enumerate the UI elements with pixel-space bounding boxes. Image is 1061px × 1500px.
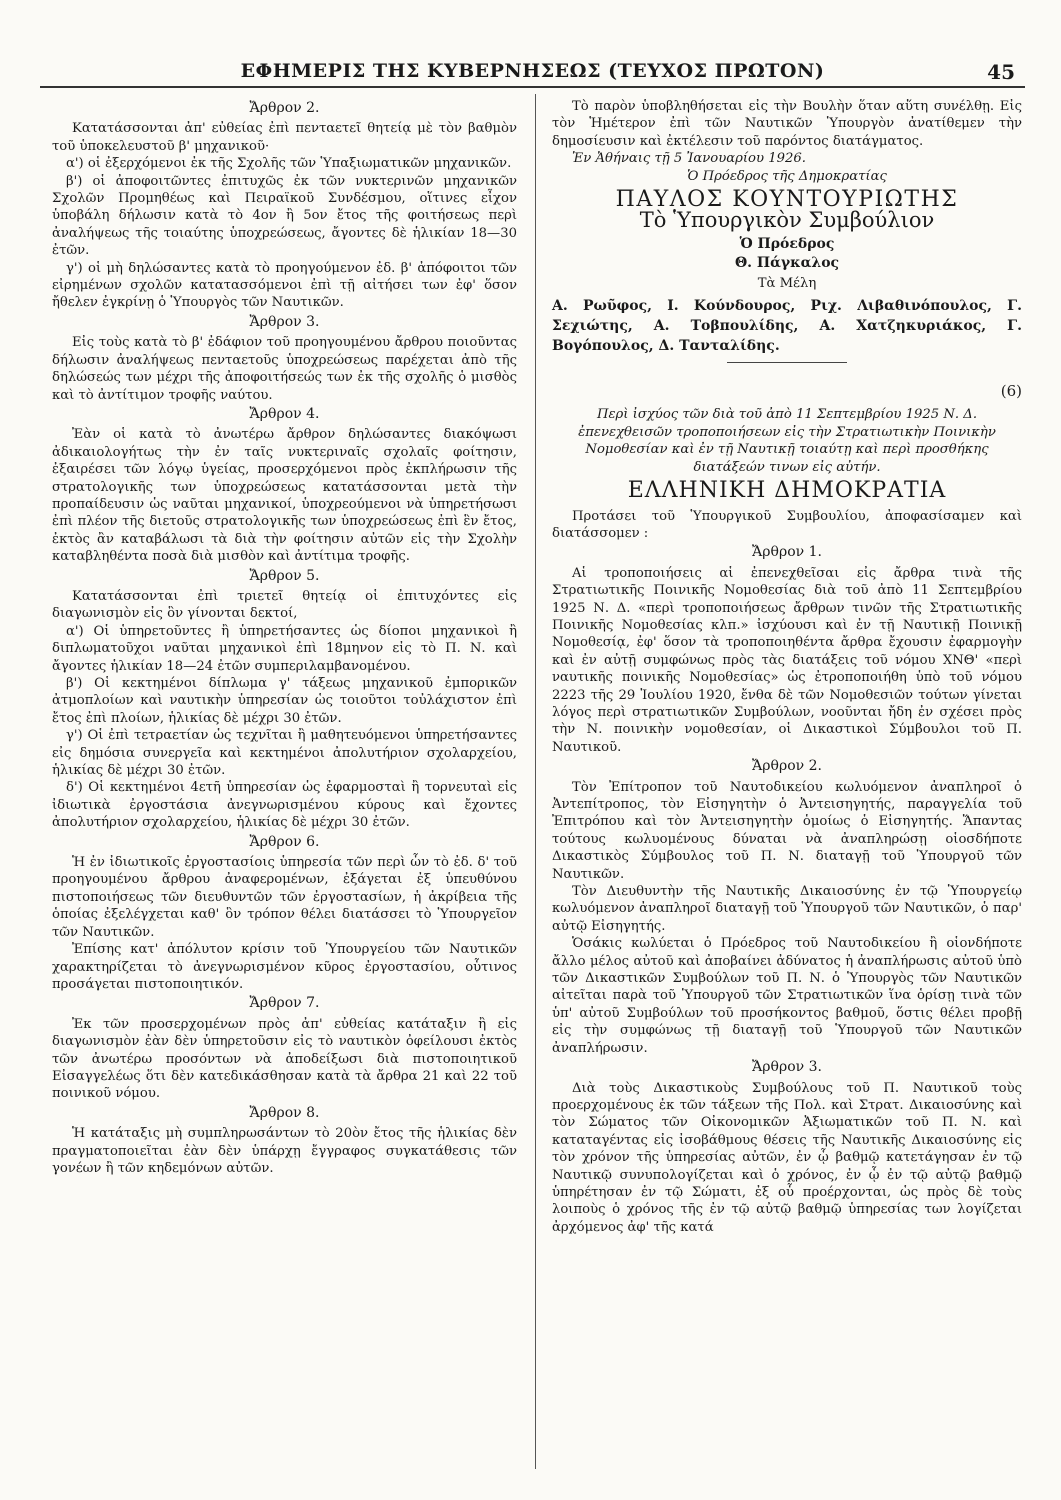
- article-item: δ') Οἱ κεκτημένοι 4ετῆ ὑπηρεσίαν ὡς ἐφαρμοσταὶ ἢ τορνευταὶ εἰς ἰδιωτικὰ ἐργοστάσια ἀνεγνωρισμένου κύρους καὶ ἔχοντες ἀπολυτήριον σχολαρχείου, ἡλικίας δὲ μέχρι 30 ἐτῶν.: [52, 780, 517, 831]
- article-paragraph: Ἐὰν οἱ κατὰ τὸ ἀνωτέρω ἄρθρον δηλώσαντες διακόψωσι ἀδικαιολογήτως τὴν ἐν ταῖς νυκτεριναῖς σχολαῖς φοίτησιν, ἐξαιρέσει τῶν λόγῳ ὑγείας, προσερχόμενοι πρὸς ἐκπλήρωσιν τῆς στρατολογικῆς των ὑποχρεώσεως κατατάσσονται μετὰ τὴν προπαίδευσιν ὡς ναῦται μηχανικοί, ὑποχρεούμενοι νὰ ὑπηρετήσωσι ἐπὶ πλέον τῆς διετοῦς στρατολογικῆς των ὑποχρεώσεως ἐπὶ ἓν ἔτος, ἐκτὸς ἂν καταβάλωσι τὰ διὰ τὴν φοίτησιν αὐτῶν εἰς τὴν Σχολὴν καταβληθέντα ποσὰ διὰ μισθὸν καὶ ἀντίτιμα τροφῆς.: [52, 427, 517, 565]
- article-paragraph: Τὸν Διευθυντὴν τῆς Ναυτικῆς Δικαιοσύνης ἐν τῷ Ὑπουργείῳ κωλυόμενον ἀναπληροῖ διαταγῇ τοῦ Ὑπουργοῦ τῶν Ναυτικῶν, ὁ παρ' αὐτῷ Εἰσηγητής.: [552, 884, 1022, 934]
- council-title: Τὸ Ὑπουργικὸν Συμβούλιον: [639, 208, 935, 233]
- article-item: γ') οἱ μὴ δηλώσαντες κατὰ τὸ προηγούμενον ἐδ. β' ἀπόφοιτοι τῶν εἰρημένων σχολῶν κατατασσόμενοι ἐπὶ τῇ αἰτήσει των ἐφ' ὅσον ἤθελεν ἐγκρίνῃ ὁ Ὑπουργὸς τῶν Ναυτικῶν.: [52, 260, 517, 311]
- decree-title: Περὶ ἰσχύος τῶν διὰ τοῦ ἀπὸ 11 Σεπτεμβρίου 1925 Ν. Δ. ἐπενεχθεισῶν τροποποιήσεων εἰς τὴν Στρατιωτικὴν Ποινικὴν Νομοθεσίαν καὶ ἐν τῇ Ναυτικῇ τοιαύτῃ καὶ περὶ προσθήκης διατάξεών τινων εἰς αὐτήν.: [578, 407, 996, 475]
- article-paragraph: Κατατάσσονται ἐπὶ τριετεῖ θητείᾳ οἱ ἐπιτυχόντες εἰς διαγωνισμὸν εἰς ὃν γίνονται δεκτοί,: [52, 588, 517, 622]
- article-heading: Ἄρθρον 4.: [249, 405, 320, 422]
- article-paragraph: Ἡ ἐν ἰδιωτικοῖς ἐργοστασίοις ὑπηρεσία τῶν περὶ ὧν τὸ ἐδ. δ' τοῦ προηγουμένου ἄρθρου ἀναφερομένων, ἐξάγεται ἐξ ὑπευθύνου πιστοποιήσεως τῶν διευθυντῶν τῶν ἐργοστασίων, ἡ ἀκρίβεια τῆς ὁποίας ἐξελέγχεται καθ' ὃν τρόπον θέλει διατάσσει τὸ Ὑπουργεῖον τῶν Ναυτικῶν.: [52, 855, 517, 940]
- decree-proposal: Προτάσει τοῦ Ὑπουργικοῦ Συμβουλίου, ἀποφασίσαμεν καὶ διατάσσομεν :: [552, 508, 1022, 541]
- section-separator: [727, 362, 847, 363]
- decree-intro: Τὸ παρὸν ὑποβληθήσεται εἰς τὴν Βουλὴν ὅταν αὕτη συνέλθῃ. Εἰς τὸν Ἡμέτερον ἐπὶ τῶν Ναυτικῶν Ὑπουργὸν ἀνατίθεμεν τὴν δημοσίευσιν καὶ ἐκτέλεσιν τοῦ παρόντος διατάγματος.: [552, 99, 1022, 149]
- article-paragraph: Κατατάσσονται ἀπ' εὐθείας ἐπὶ πενταετεῖ θητείᾳ μὲ τὸν βαθμὸν τοῦ ὑποκελευστοῦ β' μηχανικοῦ·: [52, 121, 517, 154]
- article-paragraph: Αἱ τροποποιήσεις αἱ ἐπενεχθεῖσαι εἰς ἄρθρα τινὰ τῆς Στρατιωτικῆς Ποινικῆς Νομοθεσίας διὰ τοῦ ἀπὸ 11 Σεπτεμβρίου 1925 Ν. Δ. «περὶ τροποποιήσεως ἄρθρων τινῶν τῆς Στρατιωτικῆς Ποινικῆς Νομοθεσίας κλπ.» ἰσχύουσι καὶ ἐν τῇ Ναυτικῇ Ποινικῇ Νομοθεσίᾳ, ἐφ' ὅσον τὰ τροποποιηθέντα ἄρθρα ἔχουσιν ἐφαρμογὴν καὶ ἐν αὐτῇ συμφώνως πρὸς τὰς διατάξεις τοῦ νόμου ΧΝΘ' «περὶ ναυτικῆς ποινικῆς Νομοθεσίας» ὡς ἐτροποποιήθη ὑπὸ τοῦ νόμου 2223 τῆς 29 Ἰουλίου 1920, ἔνθα δὲ τῶν Νομοθεσιῶν τούτων γίνεται λόγος περὶ στρατιωτικῶν Συμβούλων, νοοῦνται ἤδη ἐν σχέσει πρὸς τὴν Ν. ποινικὴν νομοθεσίαν, οἱ Δικαστικοὶ Σύμβουλοι τοῦ Π. Ναυτικοῦ.: [552, 565, 1022, 755]
- article-paragraph: Ἐπίσης κατ' ἀπόλυτον κρίσιν τοῦ Ὑπουργείου τῶν Ναυτικῶν χαρακτηρίζεται τὸ ἀνεγνωρισμένον κῦρος ἐργοστασίου, οὗτινος προσάγεται πιστοποιητικόν.: [52, 942, 517, 992]
- article-paragraph: Ἡ κατάταξις μὴ συμπληρωσάντων τὸ 20ὸν ἔτος τῆς ἡλικίας δὲν πραγματοποιεῖται ἐὰν δὲν ὑπάρχῃ ἔγγραφος συγκατάθεσις τῶν γονέων ἢ τῶν κηδεμόνων αὐτῶν.: [52, 1126, 517, 1176]
- chair-title: Ὁ Πρόεδρος: [739, 235, 835, 252]
- article-item: α') Οἱ ὑπηρετοῦντες ἢ ὑπηρετήσαντες ὡς δίοποι μηχανικοὶ ἢ διπλωματοῦχοι ναῦται μηχανικοὶ ἐπὶ 18μηνον εἰς τὸ Π. Ν. καὶ ἄγοντες ἡλικίαν 18—24 ἐτῶν συμπεριλαμβανομένου.: [52, 623, 517, 674]
- article-paragraph: Ἐκ τῶν προσερχομένων πρὸς ἀπ' εὐθείας κατάταξιν ἢ εἰς διαγωνισμὸν ἐὰν δὲν ὑπηρετοῦσιν εἰς τὸ ναυτικὸν ὀφείλουσι ἐκτὸς τῶν ἀνωτέρω προσόντων νὰ ἀποδείξωσι διὰ πιστοποιητικοῦ Εἰσαγγελέως ὅτι δὲν κατεδικάσθησαν κατὰ τὰ ἄρθρα 21 καὶ 22 τοῦ ποινικοῦ νόμου.: [52, 1016, 517, 1102]
- article-heading: Ἄρθρον 5.: [249, 567, 320, 584]
- article-item: γ') Οἱ ἐπὶ τετραετίαν ὡς τεχνῖται ἢ μαθητευόμενοι ὑπηρετήσαντες εἰς δημόσια συνεργεῖα καὶ κεκτημένοι ἀπολυτήριον σχολαρχείου, ἡλικίας δὲ μέχρι 30 ἐτῶν.: [52, 728, 517, 779]
- left-column: [52, 98, 517, 1177]
- republic-heading: ΕΛΛΗΝΙΚΗ ΔΗΜΟΚΡΑΤΙΑ: [627, 478, 947, 504]
- page-header: [40, 50, 1025, 90]
- article-paragraph: Ὁσάκις κωλύεται ὁ Πρόεδρος τοῦ Ναυτοδικείου ἢ οἱονδήποτε ἄλλο μέλος αὐτοῦ καὶ ἀποβαίνει ἀδύνατος ἡ ἀναπλήρωσις αὐτοῦ ὑπὸ τῶν Δικαστικῶν Συμβούλων τοῦ Π. Ν. ὁ Ὑπουργὸς τῶν Ναυτικῶν αἰτεῖται παρὰ τοῦ Ὑπουργοῦ τῶν Στρατιωτικῶν ἵνα ὁρίσῃ τινὰ τῶν ὑπ' αὐτοῦ Συμβούλων τοῦ προσήκοντος βαθμοῦ, ὅστις θέλει προβῇ εἰς τὴν συμφώνως τῇ διαταγῇ τοῦ Ὑπουργοῦ τῶν Ναυτικῶν ἀναπλήρωσιν.: [552, 936, 1022, 1056]
- article-item: β') οἱ ἀποφοιτῶντες ἐπιτυχῶς ἐκ τῶν νυκτερινῶν μηχανικῶν Σχολῶν Προμηθέως καὶ Πειραϊκοῦ Συνδέσμου, οἵτινες εἶχον ὑποβάλη δήλωσιν κατὰ τὸ 4ον ἢ 5ον ἔτος τῆς φοιτήσεως περὶ ἀναλήψεως τῆς τοιαύτης ὑποχρεώσεως, ἄγοντες δὲ ἡλικίαν 18—30 ἐτῶν.: [52, 173, 517, 259]
- article-heading: Ἄρθρον 2.: [249, 100, 320, 116]
- president-title: Ὁ Πρόεδρος τῆς Δημοκρατίας: [687, 168, 887, 184]
- page-number: 45: [987, 60, 1015, 84]
- members-list: Α. Ρωῦφος, Ι. Κούνδουρος, Ριχ. Λιβαθινόπουλος, Γ. Σεχιώτης, Α. Τοβπουλίδης, Α. Χατζηκυριάκος, Γ. Βογόπουλος, Δ. Τανταλίδης.: [552, 298, 1022, 355]
- article-heading: Ἄρθρον 1.: [752, 544, 822, 561]
- article-item: α') οἱ ἐξερχόμενοι ἐκ τῆς Σχολῆς τῶν Ὑπαξιωματικῶν μηχανικῶν.: [66, 156, 512, 172]
- decree-number: (6): [1000, 382, 1022, 401]
- column-divider: [535, 94, 536, 1469]
- article-paragraph: Τὸν Ἐπίτροπον τοῦ Ναυτοδικείου κωλυόμενον ἀναπληροῖ ὁ Ἀντεπίτροπος, τὸν Εἰσηγητὴν ὁ Ἀντεισηγητής, παραγγελία τοῦ Ἐπιτρόπου καὶ τὸν Ἀντεισηγητὴν ὁμοίως ὁ Εἰσηγητής. Ἅπαντας τούτους κωλυομένους δύναται νὰ ἀναπληρώσῃ οἱοσδήποτε Δικαστικὸς Σύμβουλος τοῦ Π. Ν. διαταγῇ τοῦ Ὑπουργοῦ τῶν Ναυτικῶν.: [552, 779, 1022, 882]
- article-heading: Ἄρθρον 2.: [752, 758, 822, 775]
- article-heading: Ἄρθρον 8.: [249, 1104, 320, 1121]
- decree-date: Ἐν Ἀθήναις τῇ 5 Ἰανουαρίου 1926.: [572, 151, 806, 167]
- article-paragraph: Εἰς τοὺς κατὰ τὸ β' ἐδάφιον τοῦ προηγουμένου ἄρθρου ποιοῦντας δήλωσιν ἀναλήψεως πενταετοῦς ὑποχρεώσεως παρέχεται ἀπὸ τῆς δηλώσεώς των μέχρι τῆς ἀποφοιτήσεώς των ἐκ τῆς σχολῆς ὁ μισθὸς καὶ τὸ ἀντίτιμον τροφῆς ναύτου.: [52, 335, 517, 403]
- gazette-title: ΕΦΗΜΕΡΙΣ ΤΗΣ ΚΥΒΕΡΝΗΣΕΩΣ (ΤΕΥΧΟΣ ΠΡΩΤΟΝ): [240, 60, 825, 82]
- article-heading: Ἄρθρον 6.: [249, 833, 320, 850]
- article-item: β') Οἱ κεκτημένοι δίπλωμα γ' τάξεως μηχανικοῦ ἐμπορικῶν ἀτμοπλοίων καὶ ναυτικὴν ὑπηρεσίαν ὡς τοιοῦτοι τοὐλάχιστον ἐπὶ ἔτος ἐπὶ πλοίων, ἡλικίας δὲ μέχρι 30 ἐτῶν.: [52, 676, 517, 726]
- article-heading: Ἄρθρον 7.: [249, 995, 320, 1012]
- article-heading: Ἄρθρον 3.: [752, 1059, 822, 1076]
- article-heading: Ἄρθρον 3.: [249, 313, 320, 330]
- right-column: [552, 98, 1022, 1236]
- members-title: Τὰ Μέλη: [757, 275, 817, 291]
- chair-name: Θ. Πάγκαλος: [734, 255, 840, 272]
- header-divider: [40, 86, 1025, 88]
- president-name: ΠΑΥΛΟΣ ΚΟΥΝΤΟΥΡΙΩΤΗΣ: [615, 187, 959, 213]
- article-paragraph: Διὰ τοὺς Δικαστικοὺς Συμβούλους τοῦ Π. Ναυτικοῦ τοὺς προερχομένους ἐκ τῶν τάξεων τῆς Πολ. καὶ Στρατ. Δικαιοσύνης καὶ τὸν Σώματος τῶν Οἰκονομικῶν Ἀξιωματικῶν τοῦ Π. Ν. καὶ καταταγέντας εἰς ἰσοβάθμους θέσεις τῆς Ναυτικῆς Δικαιοσύνης εἰς τὸν χρόνον τῆς ὑπηρεσίας αὐτῶν, ἐν ᾧ βαθμῷ κατετάγησαν ἐν τῷ Ναυτικῷ συνυπολογίζεται καὶ ὁ χρόνος, ἐν ᾧ ἐν τῷ αὐτῷ βαθμῷ ὑπηρέτησαν ἐν τῷ Σώματι, ἐξ οὗ προέρχονται, ὡς πρὸς δὲ τοὺς λοιποὺς ὁ χρόνος τῆς ἐν τῷ αὐτῷ βαθμῷ ὑπηρεσίας των λογίζεται ἀρχόμενος ἀφ' τῆς κατά: [552, 1080, 1022, 1235]
